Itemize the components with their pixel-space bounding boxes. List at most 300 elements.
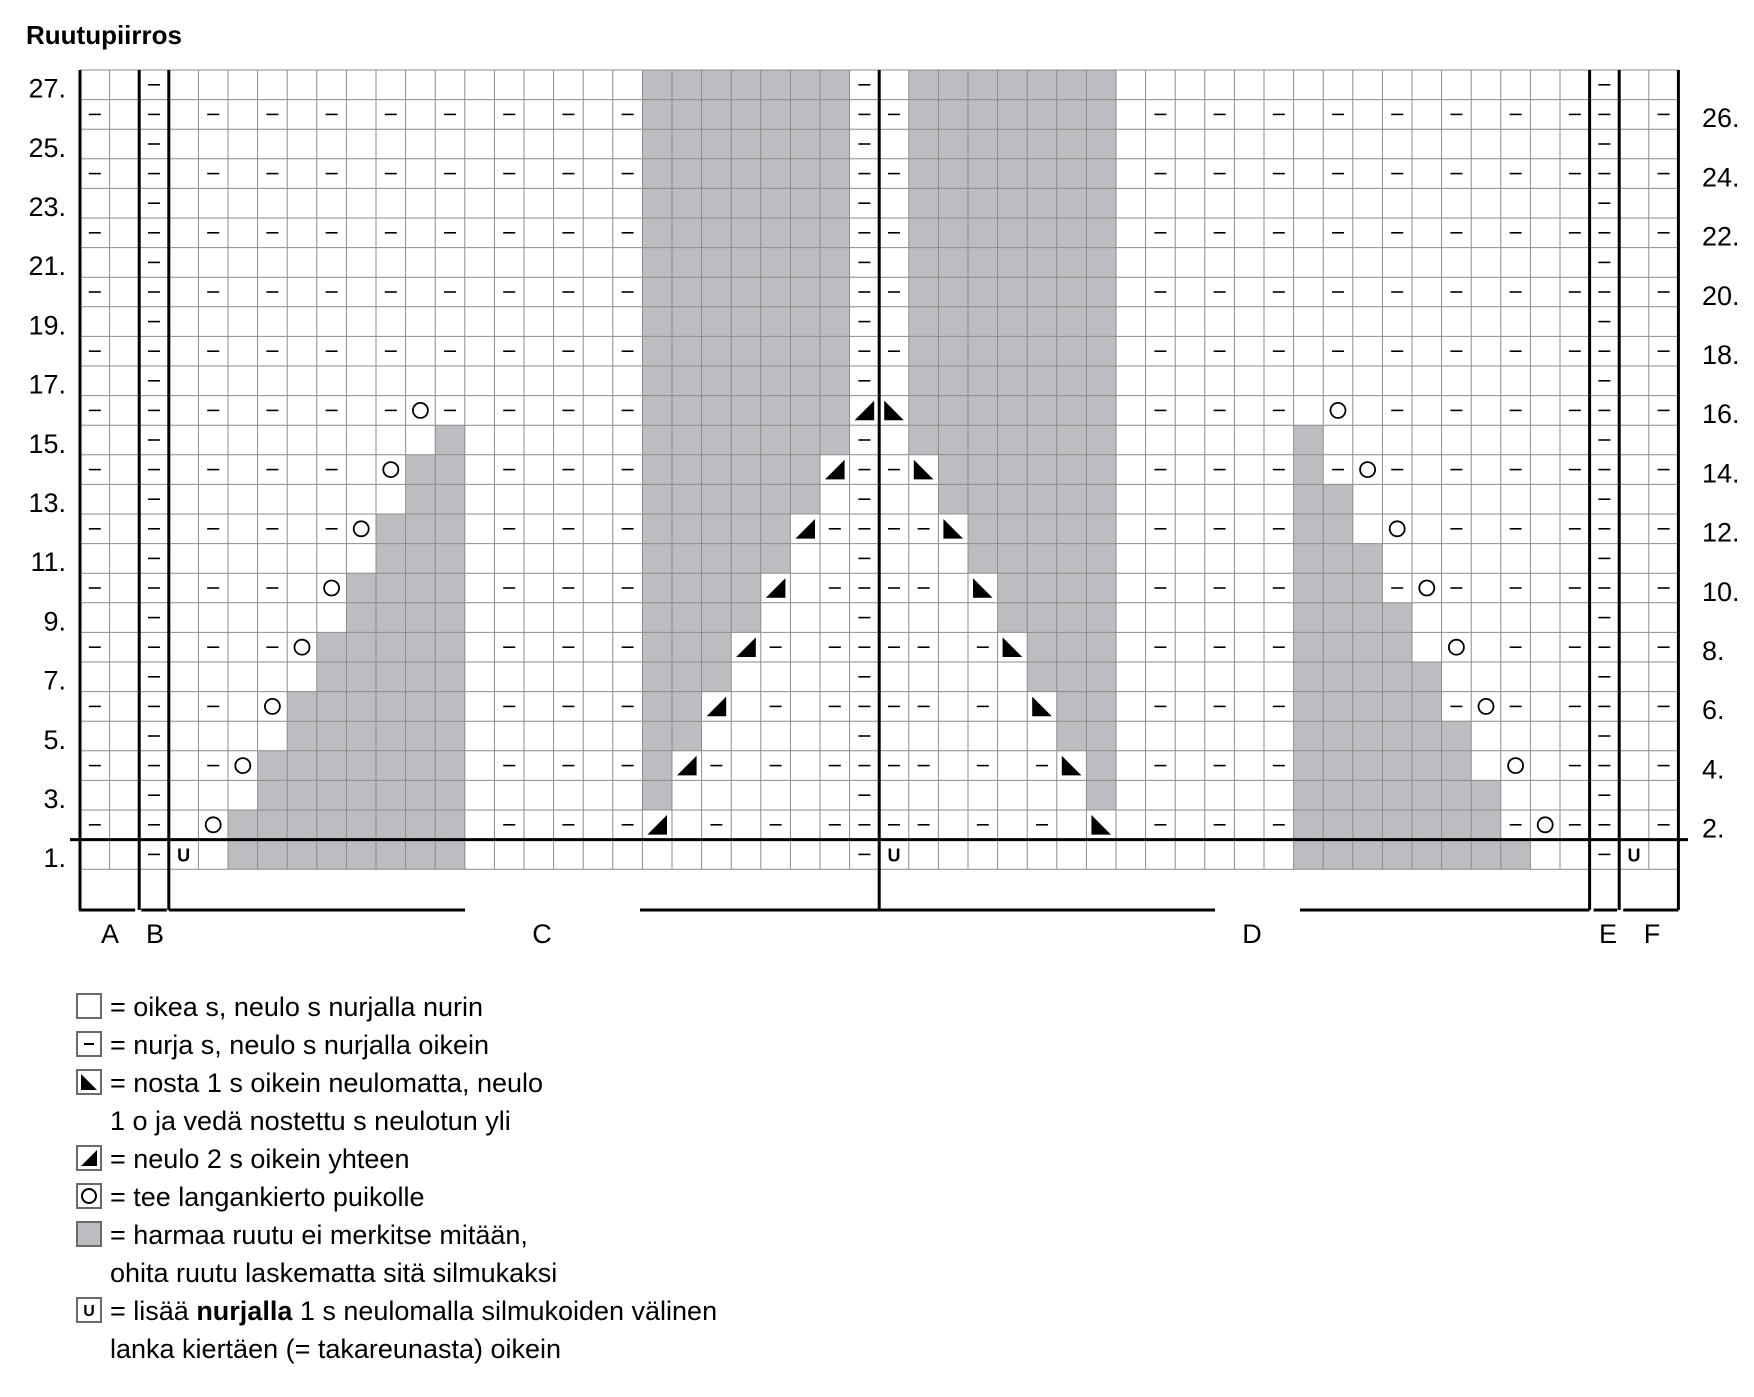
grey-cell <box>672 159 702 189</box>
grey-cell <box>1353 721 1383 751</box>
grey-cell <box>317 810 347 840</box>
grey-cell <box>406 751 436 781</box>
grey-cell <box>731 277 761 307</box>
grey-cell <box>1057 425 1087 455</box>
grey-cell <box>820 100 850 130</box>
grey-cell <box>731 514 761 544</box>
grey-cell <box>820 277 850 307</box>
svg-text:U: U <box>83 1303 95 1320</box>
grey-cell <box>1027 484 1057 514</box>
grey-cell <box>909 188 939 218</box>
grey-cell <box>1057 455 1087 485</box>
yarn-over-symbol <box>324 581 339 596</box>
grey-cell <box>909 100 939 130</box>
grey-cell <box>1027 396 1057 426</box>
grey-cell <box>1057 721 1087 751</box>
yarn-over-icon <box>76 1183 102 1209</box>
legend-text: ohita ruutu laskematta sitä silmukaksi <box>110 1258 558 1288</box>
grey-cell <box>761 129 791 159</box>
row-label-right: 14. <box>1702 458 1740 489</box>
grey-cell <box>790 100 820 130</box>
grey-cell <box>346 780 376 810</box>
grey-cell <box>1412 840 1442 870</box>
section-label-b: B <box>145 919 165 949</box>
grey-cell <box>1027 159 1057 189</box>
grey-cell <box>1057 484 1087 514</box>
grey-cell <box>968 514 998 544</box>
grey-cell <box>998 396 1028 426</box>
grey-cell <box>968 100 998 130</box>
grey-cell <box>1294 425 1324 455</box>
grey-cell <box>642 780 672 810</box>
grey-cell <box>1294 573 1324 603</box>
grey-cell <box>761 248 791 278</box>
grey-cell <box>287 780 317 810</box>
grey-cell <box>672 100 702 130</box>
grey-cell <box>968 544 998 574</box>
grey-cell <box>702 603 732 633</box>
grey-cell <box>731 70 761 100</box>
grey-cell <box>968 336 998 366</box>
grey-cell <box>968 366 998 396</box>
grey-cell <box>731 603 761 633</box>
grey-cell <box>1323 573 1353 603</box>
grey-cell <box>1086 751 1116 781</box>
grey-cell <box>998 70 1028 100</box>
grey-cell <box>346 603 376 633</box>
grey-cell <box>672 277 702 307</box>
grey-cell <box>642 573 672 603</box>
yarn-over-symbol <box>265 699 280 714</box>
legend-text: = nurja s, neulo s nurjalla oikein <box>110 1030 489 1060</box>
grey-cell <box>1057 366 1087 396</box>
grey-cell <box>1323 810 1353 840</box>
grey-cell <box>435 780 465 810</box>
grey-cell <box>702 455 732 485</box>
grey-cell <box>1086 603 1116 633</box>
grey-cell <box>1412 662 1442 692</box>
grey-cell <box>376 692 406 722</box>
grey-cell <box>1057 632 1087 662</box>
grey-cell <box>435 455 465 485</box>
grey-cell <box>1442 810 1472 840</box>
grey-cell <box>642 514 672 544</box>
grey-cell <box>1027 70 1057 100</box>
grey-cell <box>258 780 288 810</box>
grey-cell <box>1027 544 1057 574</box>
grey-cell <box>376 810 406 840</box>
row-label-right: 16. <box>1702 399 1740 430</box>
grey-cell <box>702 277 732 307</box>
grey-cell <box>672 484 702 514</box>
grey-cell <box>702 129 732 159</box>
grey-cell <box>998 277 1028 307</box>
grey-cell <box>1471 810 1501 840</box>
grey-cell <box>761 544 791 574</box>
grey-cell <box>1323 603 1353 633</box>
grey-cell <box>998 248 1028 278</box>
grey-cell <box>1027 100 1057 130</box>
grey-cell <box>998 129 1028 159</box>
grey-cell <box>406 603 436 633</box>
grey-cell <box>672 336 702 366</box>
grey-cell <box>317 692 347 722</box>
grey-cell <box>1086 455 1116 485</box>
grey-cell <box>702 573 732 603</box>
grey-cell <box>1086 129 1116 159</box>
grey-cell <box>731 218 761 248</box>
grey-cell <box>346 840 376 870</box>
grey-cell <box>909 277 939 307</box>
grey-cell <box>820 129 850 159</box>
k2tog-symbol <box>736 637 756 657</box>
grey-cell <box>1353 662 1383 692</box>
grey-cell <box>998 514 1028 544</box>
grey-cell <box>1294 514 1324 544</box>
grey-cell <box>909 425 939 455</box>
grey-cell <box>702 70 732 100</box>
grey-cell <box>435 573 465 603</box>
grey-cell <box>1294 751 1324 781</box>
grey-cell <box>1027 632 1057 662</box>
grey-cell <box>406 721 436 751</box>
grey-cell <box>1027 248 1057 278</box>
grey-cell <box>435 721 465 751</box>
grey-cell <box>435 751 465 781</box>
grey-cell <box>1027 188 1057 218</box>
grey-cell <box>642 455 672 485</box>
grey-cell <box>642 307 672 337</box>
grey-cell <box>1086 396 1116 426</box>
grey-cell <box>1323 692 1353 722</box>
grey-cell <box>287 751 317 781</box>
row-label-left: 27. <box>28 73 66 104</box>
grey-cell <box>642 159 672 189</box>
grey-cell <box>435 484 465 514</box>
grey-cell <box>702 218 732 248</box>
grey-cell <box>968 248 998 278</box>
grey-cell <box>406 484 436 514</box>
grey-cell <box>1086 544 1116 574</box>
yarn-over-symbol <box>1538 817 1553 832</box>
k2tog-symbol <box>707 697 727 717</box>
grey-cell <box>938 307 968 337</box>
grey-cell <box>406 780 436 810</box>
legend-text: 1 o ja vedä nostettu s neulotun yli <box>110 1106 511 1136</box>
grey-cell <box>1353 632 1383 662</box>
grey-cell <box>938 366 968 396</box>
grey-cell <box>761 484 791 514</box>
grey-cell <box>909 129 939 159</box>
grey-cell <box>938 425 968 455</box>
grey-cell <box>968 455 998 485</box>
grey-cell <box>376 840 406 870</box>
grey-cell <box>820 188 850 218</box>
section-label-f: F <box>1643 919 1661 949</box>
grey-cell <box>731 544 761 574</box>
grey-cell <box>938 129 968 159</box>
legend-text: = lisää nurjalla 1 s neulomalla silmukoiden välinen <box>110 1296 718 1326</box>
grey-cell <box>642 632 672 662</box>
grey-cell <box>1086 425 1116 455</box>
grey-cell <box>731 336 761 366</box>
grey-cell <box>1412 721 1442 751</box>
row-label-left: 19. <box>28 310 66 341</box>
grey-cell <box>998 218 1028 248</box>
grey-cell <box>1086 573 1116 603</box>
grey-cell <box>642 188 672 218</box>
grey-cell <box>909 307 939 337</box>
yarn-over-symbol <box>1479 699 1494 714</box>
grey-cell <box>1353 692 1383 722</box>
grey-cell <box>1027 366 1057 396</box>
grey-cell <box>1057 692 1087 722</box>
grey-cell <box>790 218 820 248</box>
row-label-right: 18. <box>1702 340 1740 370</box>
grey-cell <box>642 277 672 307</box>
grey-cell <box>642 129 672 159</box>
grey-cell <box>1027 573 1057 603</box>
grey-cell <box>938 277 968 307</box>
grey-cell <box>968 188 998 218</box>
row-label-right: 24. <box>1702 162 1740 193</box>
grey-cell <box>761 100 791 130</box>
grey-cell <box>1323 544 1353 574</box>
grey-cell <box>642 484 672 514</box>
grey-cell <box>317 662 347 692</box>
grey-cell <box>1382 751 1412 781</box>
row-label-left: 23. <box>28 192 66 222</box>
k2tog-symbol <box>766 578 786 598</box>
grey-cell <box>1323 484 1353 514</box>
row-label-left: 1. <box>43 843 66 874</box>
grey-cell <box>346 662 376 692</box>
grey-cell <box>642 396 672 426</box>
legend-item-yarn-over <box>74 1178 717 1216</box>
grey-cell <box>731 129 761 159</box>
grey-cell <box>1294 632 1324 662</box>
grey-cell <box>790 307 820 337</box>
grey-cell <box>790 188 820 218</box>
increase-u-icon <box>76 1297 102 1323</box>
grey-cell <box>435 692 465 722</box>
row-label-left: 7. <box>43 665 66 696</box>
grey-cell <box>642 425 672 455</box>
grey-cell <box>672 129 702 159</box>
grey-cell <box>790 70 820 100</box>
grey-cell <box>1027 603 1057 633</box>
grey-cell <box>938 396 968 426</box>
grey-cell <box>909 159 939 189</box>
grey-cell <box>731 159 761 189</box>
increase-symbol: U <box>1627 845 1641 866</box>
row-label-right: 2. <box>1702 813 1725 844</box>
grey-cell <box>642 248 672 278</box>
grey-cell <box>820 396 850 426</box>
grey-cell <box>938 455 968 485</box>
grey-cell <box>376 632 406 662</box>
grey-cell <box>672 455 702 485</box>
grey-cell <box>1323 662 1353 692</box>
grey-cell <box>1057 277 1087 307</box>
grey-cell <box>346 751 376 781</box>
grey-cell <box>1057 100 1087 130</box>
yarn-over-symbol <box>206 817 221 832</box>
legend-text: = tee langankierto puikolle <box>110 1182 425 1212</box>
grey-cell <box>228 840 258 870</box>
grey-cell <box>1323 632 1353 662</box>
grey-cell <box>1412 692 1442 722</box>
grey-cell <box>1027 425 1057 455</box>
grey-cell <box>938 484 968 514</box>
grey-cell <box>998 100 1028 130</box>
row-label-right: 26. <box>1702 103 1740 134</box>
grey-cell <box>1294 484 1324 514</box>
grey-cell <box>702 425 732 455</box>
grey-cell <box>435 810 465 840</box>
k2tog-symbol <box>677 756 697 776</box>
grey-cell <box>258 810 288 840</box>
grey-cell <box>258 751 288 781</box>
grey-cell <box>761 70 791 100</box>
grey-cell <box>968 277 998 307</box>
legend-item-k2tog <box>74 1140 717 1178</box>
grey-cell <box>790 396 820 426</box>
grey-cell <box>1057 129 1087 159</box>
grey-cell <box>672 188 702 218</box>
grey-cell <box>435 514 465 544</box>
grey-cell <box>702 159 732 189</box>
grey-cell <box>998 188 1028 218</box>
grey-cell <box>258 840 288 870</box>
grey-cell <box>376 544 406 574</box>
grey-cell <box>731 100 761 130</box>
grey-cell <box>1382 840 1412 870</box>
slip-knit-pass-symbol <box>973 578 993 598</box>
grey-cell <box>790 159 820 189</box>
grey-cell <box>968 159 998 189</box>
grey-cell <box>287 692 317 722</box>
grey-cell <box>938 336 968 366</box>
grey-cell <box>672 425 702 455</box>
grey-cell <box>672 603 702 633</box>
grey-cell <box>435 632 465 662</box>
grey-cell <box>1057 573 1087 603</box>
grey-cell <box>435 840 465 870</box>
grey-cell <box>731 366 761 396</box>
k2tog-symbol <box>647 815 667 835</box>
grey-cell <box>1382 810 1412 840</box>
slip-knit-pass-symbol <box>884 401 904 421</box>
grey-cell <box>909 396 939 426</box>
grey-cell <box>731 188 761 218</box>
grey-cell <box>1057 307 1087 337</box>
grey-cell <box>406 514 436 544</box>
grey-cell <box>435 662 465 692</box>
grey-cell <box>1382 632 1412 662</box>
grey-cell <box>287 721 317 751</box>
grey-cell <box>1353 810 1383 840</box>
yarn-over-symbol <box>1419 581 1434 596</box>
grey-cell <box>1294 455 1324 485</box>
grey-cell <box>1294 840 1324 870</box>
grey-cell <box>1353 780 1383 810</box>
grey-cell <box>317 721 347 751</box>
grey-cell <box>672 514 702 544</box>
row-label-left: 3. <box>43 784 66 814</box>
k2tog-symbol <box>795 519 815 539</box>
grey-cell <box>909 366 939 396</box>
grey-cell <box>1057 336 1087 366</box>
grey-cell <box>672 721 702 751</box>
grey-cell <box>1323 780 1353 810</box>
grey-cell <box>1382 780 1412 810</box>
grey-cell <box>702 188 732 218</box>
grey-cell <box>820 366 850 396</box>
grey-cell <box>1086 721 1116 751</box>
grey-cell <box>968 396 998 426</box>
grey-cell <box>1382 603 1412 633</box>
grey-cell <box>406 573 436 603</box>
grey-cell <box>790 336 820 366</box>
grey-cell <box>406 544 436 574</box>
grey-cell <box>1382 721 1412 751</box>
grey-cell <box>1027 218 1057 248</box>
grey-cell <box>672 218 702 248</box>
grey-cell <box>642 721 672 751</box>
grey-cell <box>790 277 820 307</box>
slip-knit-pass-symbol <box>1032 697 1052 717</box>
section-label-c: C <box>532 919 552 949</box>
grey-cell <box>761 336 791 366</box>
grey-cell <box>376 514 406 544</box>
grey-cell <box>1412 751 1442 781</box>
grey-cell <box>406 810 436 840</box>
grey-cell <box>702 544 732 574</box>
grey-cell <box>1353 544 1383 574</box>
grey-cell <box>761 188 791 218</box>
grey-cell <box>642 692 672 722</box>
grey-cell <box>938 159 968 189</box>
row-label-right: 6. <box>1702 695 1725 726</box>
grey-cell <box>1057 159 1087 189</box>
grey-cell <box>702 484 732 514</box>
grey-cell <box>702 366 732 396</box>
grey-cell <box>1086 307 1116 337</box>
grey-cell <box>1323 514 1353 544</box>
row-label-left: 17. <box>28 369 66 400</box>
grey-cell <box>702 248 732 278</box>
grey-cell <box>1501 840 1531 870</box>
legend <box>74 988 717 1368</box>
grey-cell <box>435 603 465 633</box>
grey-cell <box>1353 573 1383 603</box>
grey-cell <box>998 425 1028 455</box>
grey-cell <box>1086 218 1116 248</box>
grey-cell <box>1057 396 1087 426</box>
grey-cell <box>317 780 347 810</box>
grey-cell <box>702 632 732 662</box>
grey-cell <box>968 70 998 100</box>
slip-knit-pass-symbol <box>1062 756 1082 776</box>
grey-cell <box>998 603 1028 633</box>
grey-cell <box>820 248 850 278</box>
grey-cell <box>790 455 820 485</box>
row-label-left: 5. <box>43 724 66 755</box>
row-label-left: 11. <box>30 547 66 578</box>
grey-cell <box>672 396 702 426</box>
grey-cell <box>968 484 998 514</box>
